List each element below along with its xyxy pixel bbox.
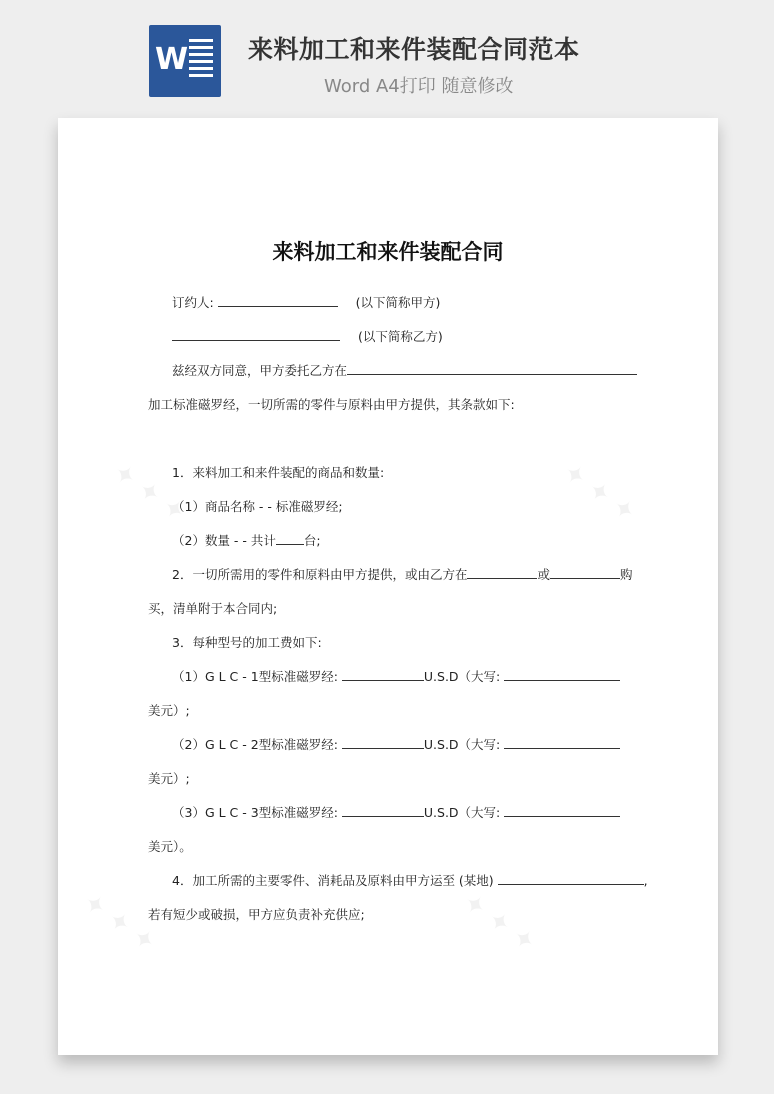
text-line: 1．来料加工和来件装配的商品和数量: (172, 465, 385, 480)
text-line: （2）数量 - - 共计 台; (172, 533, 321, 548)
blank-field (504, 668, 620, 681)
blank-field (218, 294, 338, 307)
banner-title: 来料加工和来件装配合同范本 (248, 35, 580, 64)
watermark: ✦ ✦ ✦ (456, 887, 542, 959)
document-title: 来料加工和来件装配合同 (272, 240, 504, 264)
word-icon (149, 25, 221, 97)
blank-field (342, 736, 424, 749)
blank-field (504, 736, 620, 749)
word-icon-lines (189, 39, 213, 81)
blank-field (467, 566, 537, 579)
text-line: （1）G L C - 1型标准磁罗经: U.S.D（大写: (172, 668, 620, 686)
watermark: ✦ ✦ ✦ (556, 457, 642, 529)
watermark: ✦ ✦ ✦ (106, 457, 192, 529)
banner-subtitle: Word A4打印 随意修改 (324, 76, 514, 97)
text-line: 订约人: (以下简称甲方) (172, 295, 441, 310)
banner (0, 0, 774, 110)
blank-field (342, 668, 424, 681)
document-page (58, 118, 718, 1055)
word-icon-letter: W (155, 42, 189, 77)
text-line: 美元）。 (148, 839, 192, 854)
text-line: 4．加工所需的主要零件、消耗品及原料由甲方运至 (某地) , (172, 873, 648, 888)
text-line: 若有短少或破损，甲方应负责补充供应; (148, 907, 365, 922)
blank-field (347, 362, 637, 375)
text-line: 兹经双方同意，甲方委托乙方在 (172, 362, 637, 380)
blank-field (504, 804, 620, 817)
text-line: 加工标准磁罗经，一切所需的零件与原料由甲方提供，其条款如下: (148, 397, 515, 412)
text-line: （1）商品名称 - - 标准磁罗经; (172, 499, 343, 514)
text-line: 美元）; (148, 771, 190, 786)
text-line: 3．每种型号的加工费如下: (172, 635, 322, 650)
text-line: 买，清单附于本合同内; (148, 601, 278, 616)
blank-field (550, 566, 620, 579)
blank-field (276, 532, 304, 545)
text-line: （3）G L C - 3型标准磁罗经: U.S.D（大写: (172, 804, 620, 822)
blank-field (172, 328, 340, 341)
watermark: ✦ ✦ ✦ (76, 887, 162, 959)
text-line: 2．一切所需用的零件和原料由甲方提供，或由乙方在 或 购 (172, 567, 633, 582)
text-line: (以下简称乙方) (172, 328, 443, 346)
blank-field (498, 872, 644, 885)
text-line: 美元）; (148, 703, 190, 718)
text-line: （2）G L C - 2型标准磁罗经: U.S.D（大写: (172, 736, 620, 754)
blank-field (342, 804, 424, 817)
